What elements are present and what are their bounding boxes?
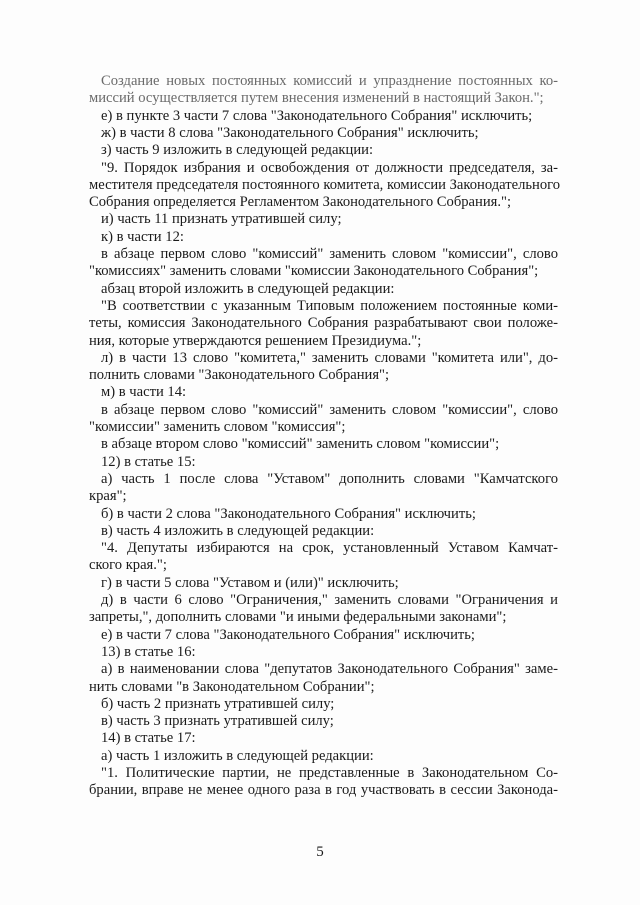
text-line: в) часть 4 изложить в следующей редакции:	[101, 522, 375, 539]
text-line: б) в части 2 слова "Законодательного Собрания" исключить;	[101, 505, 476, 522]
text-line: 14) в статье 17:	[101, 730, 196, 747]
text-line: в абзаце первом слово "комиссий" заменить словом "комиссии", слово	[101, 401, 558, 418]
text-line: а) часть 1 после слова "Уставом" дополнить словами "Камчатского	[101, 470, 558, 487]
text-line: "9. Порядок избрания и освобождения от должности председателя, за-	[101, 159, 558, 176]
text-line: ского края.";	[89, 557, 167, 574]
text-line: полнить словами "Законодательного Собрания";	[89, 367, 390, 384]
page-number: 5	[316, 844, 324, 860]
text-line: к) в части 12:	[101, 228, 184, 245]
text-line: а) в наименовании слова "депутатов Законодательного Собрания" заме-	[101, 661, 558, 678]
text-line: и) часть 11 признать утратившей силу;	[101, 211, 342, 228]
text-line: а) часть 1 изложить в следующей редакции:	[101, 747, 374, 764]
text-line: края";	[89, 488, 127, 505]
text-line: г) в части 5 слова "Уставом и (или)" исключить;	[101, 574, 399, 591]
text-line: в) часть 3 признать утратившей силу;	[101, 713, 334, 730]
text-line: е) в пункте 3 части 7 слова "Законодательного Собрания" исключить;	[101, 107, 533, 124]
text-line: д) в части 6 слово "Ограничения," заменить словами "Ограничения и	[101, 592, 558, 608]
text-line: в абзаце первом слово "комиссий" заменить словом "комиссии", слово	[101, 246, 558, 262]
text-line: ж) в части 8 слова "Законодательного Собрания" исключить;	[101, 124, 479, 141]
text-line: запреты,", дополнить словами "и иными федеральными законами";	[89, 609, 507, 626]
text-line: местителя председателя постоянного комитета, комиссии Законодательного	[89, 176, 561, 193]
text-line: "1. Политические партии, не представленные в Законодательном Со-	[101, 765, 558, 781]
text-line: л) в части 13 слово "комитета," заменить словами "комитета или", до-	[101, 349, 558, 366]
text-line: м) в части 14:	[101, 384, 187, 401]
text-line: 13) в статье 16:	[101, 643, 196, 660]
text-line: "В соответствии с указанным Типовым положением постоянные коми-	[101, 297, 558, 314]
text-line: б) часть 2 признать утратившей силу;	[101, 695, 335, 712]
text-line: "4. Депутаты избираются на срок, установленный Уставом Камчат-	[101, 540, 558, 557]
text-line: е) в части 7 слова "Законодательного Собрания" исключить;	[101, 626, 475, 643]
text-line: нить словами "в Законодательном Собрании";	[89, 678, 375, 695]
text-line: Создание новых постоянных комиссий и упразднение постоянных ко-	[101, 73, 558, 89]
text-line: Собрания определяется Регламентом Законодательного Собрания.";	[89, 194, 512, 211]
text-line: 12) в статье 15:	[101, 453, 196, 470]
text-line: теты, комиссия Законодательного Собрания разрабатывают свои положе-	[89, 315, 558, 332]
text-line: в абзаце втором слово "комиссий" заменить словом "комиссии";	[101, 436, 500, 453]
text-line: "комиссии" заменить словом "комиссия";	[89, 419, 346, 435]
text-line: з) часть 9 изложить в следующей редакции:	[101, 142, 374, 159]
text-line: ния, которые утверждаются решением Президиума.";	[89, 332, 422, 349]
text-line: брании, вправе не менее одного раза в год участвовать в сессии Законода-	[89, 782, 558, 799]
text-line: "комиссиях" заменить словами "комиссии Законодательного Собрания";	[89, 263, 539, 280]
text-line: абзац второй изложить в следующей редакции:	[101, 280, 395, 297]
text-line: миссий осуществляется путем внесения изменений в настоящий Закон.";	[89, 90, 544, 107]
